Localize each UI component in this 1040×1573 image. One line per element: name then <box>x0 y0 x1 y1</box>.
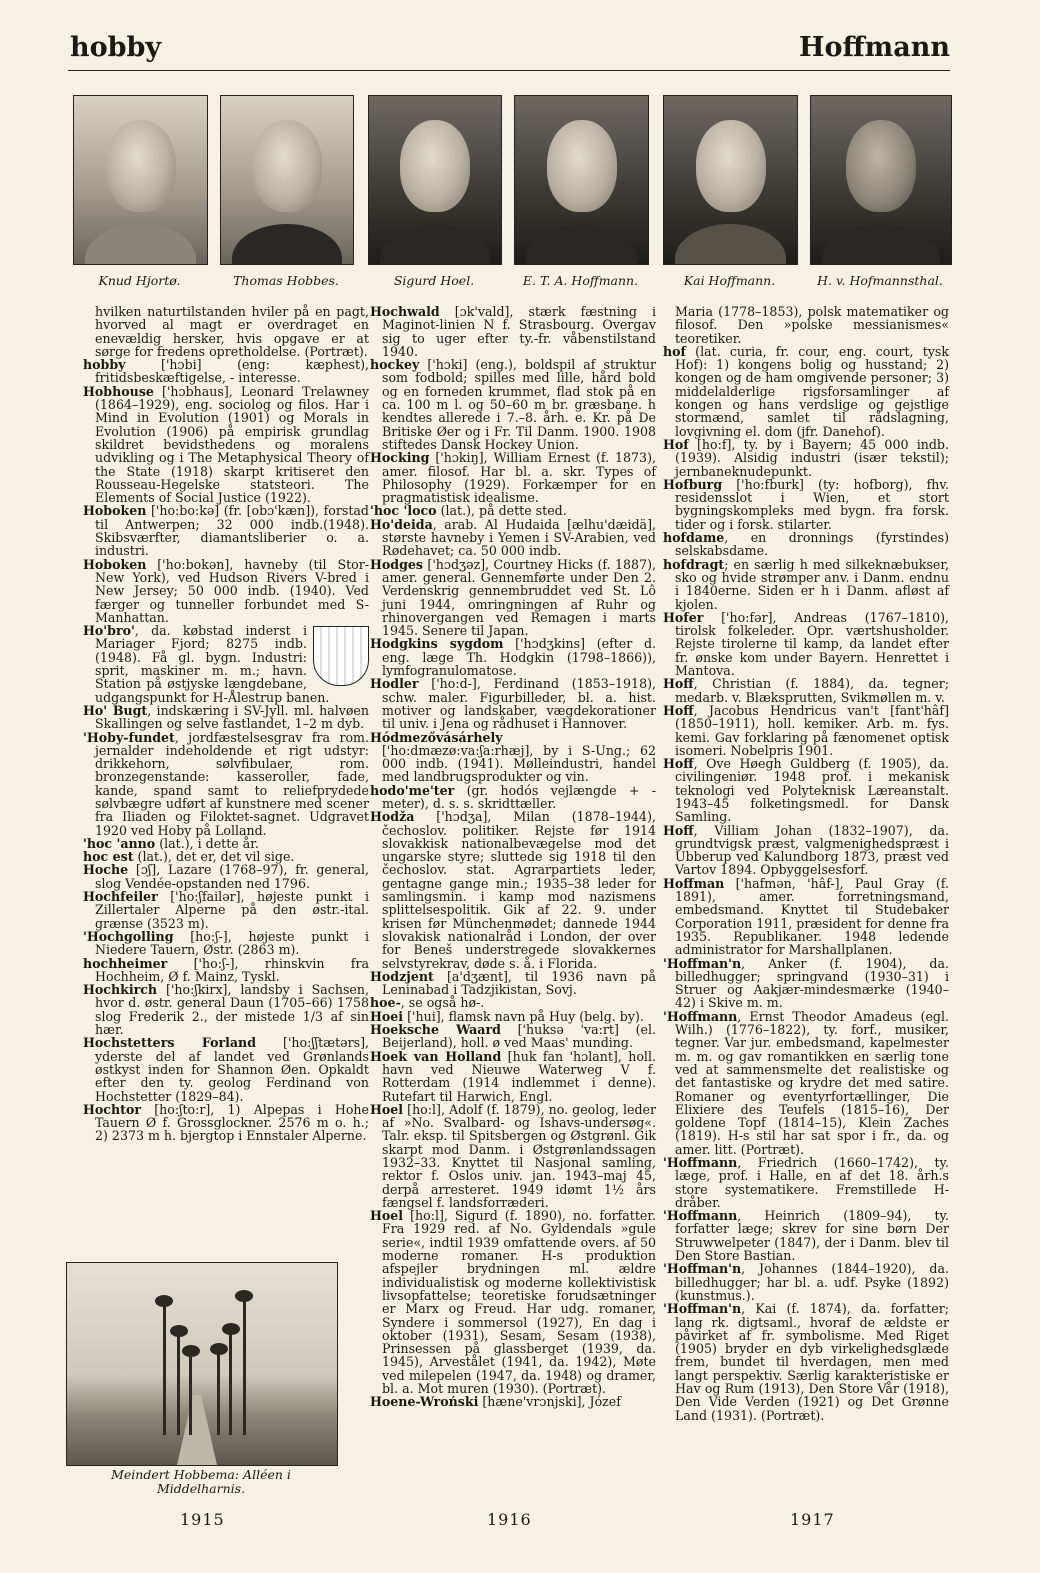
portrait-photo <box>368 95 502 265</box>
entry: hvilken naturtilstanden hviler på en pagt, hvorved al magt er overdraget en enevældig hersker, hvis opgave er at sørge for fredens opretholdelse. (Portræt). <box>95 304 369 359</box>
entry: hofdragt; en særlig h med silkeknæbukser, sko og hvide strømper anv. i Danm. endnu i 1840erne. Siden er h i Danm. afløst af kjolen. <box>663 556 949 612</box>
entry: Ho'deida, arab. Al Hudaida [ælhu'dæidä], største havneby i Yemen i SV-Arabien, ved Rødehavet; ca. 50 000 indb. <box>370 516 656 559</box>
page-number: 1917 <box>790 1510 835 1529</box>
entry: Ho'bro', da. købstad inderst i Mariager Fjord; 8275 indb. (1948). Få gl. bygn. Industri: sprit, maskiner m. m.; havn. Station på østjyske længdebane, udgangspunkt for H-Ålestrup banen. <box>83 624 369 704</box>
portrait-hjorto <box>73 95 206 288</box>
entry: 'Hoffman'n, Kai (f. 1874), da. forfatter; lang rk. digtsaml., hvoraf de ældste er påvirket af fr. symbolisme. Med Riget (1905) bryder en dyb virkelighedsglæde frem, bundet til hverdagen, men med langt perspektiv. Særlig karakteristiske er Hav og Rum (1913), Den Store Vår (1918), Den Vide Verden (1921) og Det Grønne Land (1931). (Portræt). <box>663 1301 949 1423</box>
entry: Hochfeiler ['ho:ʃfailər], højeste punkt i Zillertaler Alperne på den østr.-ital. grænse (3523 m). <box>83 889 369 931</box>
entry: 'Hochgolling [ho:ʃ-], højeste punkt i Niedere Tauern, Østr. (2863 m). <box>83 928 369 958</box>
entry: Hoche [ɔʃ], Lazare (1768–97), fr. general, slog Vendée-opstanden ned 1796. <box>83 862 369 891</box>
entry: Hoffman ['hafmən, 'hâf-], Paul Gray (f. 1891), amer. forretningsmand, embedsmand. Knyttet til Studebaker Corporation 1911, præsident for denne fra 1935. Republikaner. 1948 ledende administrator for Marshallplanen. <box>663 875 950 958</box>
portrait-photo <box>663 95 798 265</box>
portrait-caption: H. v. Hofmannsthal. <box>817 273 943 288</box>
entry: Hoeksche Waard ['huksə 'va:rt] (el. Beijerland), holl. ø ved Maas' munding. <box>370 1022 656 1051</box>
hobbema-painting <box>66 1262 338 1466</box>
entry: Hoff, Ove Høegh Guldberg (f. 1905), da. civilingeniør. 1948 prof. i mekanisk teknologi ved Polyteknisk Læreanstalt. 1943–45 folketingsmedl. for Dansk Samling. <box>663 756 949 825</box>
portrait-caption: Thomas Hobbes. <box>233 273 339 288</box>
entry: Ho' Bugt, indskæring i SV-Jyll. ml. halvøen Skallingen og selve fastlandet, 1–2 m dyb. <box>83 702 369 732</box>
entry: hof (lat. curia, fr. cour, eng. court, tysk Hof): 1) kongens bolig og husstand; 2) kongen og de ham omgivende personer; 3) middelalderlige rigsforsamlinger af kongen og hans verdslige og gejstlige stormænd, samlet til rådslagning, lovgivning el. dom (jfr. Danehof). <box>663 343 949 439</box>
entry: hobby ['hɔbi] (eng: kæphest), fritidsbeskæftigelse, - interesse. <box>83 357 369 386</box>
portrait-strip <box>68 95 950 295</box>
portrait-caption: E. T. A. Hoffmann. <box>522 273 639 288</box>
entry: Hoboken ['ho:bo:kə] (fr. [obɔ'kæn]), forstad til Antwerpen; 32 000 indb.(1948). Skibsværfter, diamantsliberier o. a. industri. <box>83 503 369 559</box>
column-2 <box>370 305 656 1409</box>
entry: Hoei ['hui], flamsk navn på Huy (belg. by). <box>370 1008 644 1024</box>
portrait-photo <box>73 95 208 265</box>
page-number: 1916 <box>487 1510 532 1529</box>
entry: hoe-, se også hø-. <box>370 995 485 1011</box>
entry: hofdame, en dronnings (fyrstindes) selskabsdame. <box>663 530 949 559</box>
hobro-coat-of-arms-icon <box>313 626 369 686</box>
entry: Hódmezővásárhely ['ho:dmæzø:va:ʃa:rhæj], by i S-Ung.; 62 000 indb. (1941). Mølleindustri, handel med landbrugsprodukter og vin. <box>370 729 656 785</box>
entry: Hodzjent [a'dʒænt], til 1936 navn på Leninabad i Tadzjikistan, Sovj. <box>370 968 656 998</box>
portrait-photo <box>514 95 649 265</box>
entry: Hochstetters Forland ['ho:ʃʃtætərs], yderste del af landet ved Grønlands østkyst inden for Shannon Øen. Opkaldt efter den ty. geolog Ferdinand von Hochstetter (1829–84). <box>83 1035 369 1104</box>
entry: 'Hoffmann, Heinrich (1809–94), ty. forfatter læge; skrev for sine børn Der Struwwelpeter (1847), der i Danm. blev til Den Store Bastian. <box>663 1208 949 1264</box>
entry: hockey ['hɔki] (eng.), boldspil af struktur som fodbold; spilles med lille, hård bold og en forneden krummet, flad stok på en ca. 100 m l. og 50–60 m br. græsbane. h kendtes allerede i 7.–8. årh. e. Kr. på De Britiske Øer og i Fr. Til Danm. 1900. 1908 stiftedes Dansk Hockey Union. <box>370 357 656 452</box>
portrait-hobbes <box>220 95 352 288</box>
entry: 'Hoffman'n, Johannes (1844–1920), da. billedhugger; har bl. a. udf. Psyke (1892) (kunstmus.). <box>663 1261 949 1303</box>
painting-caption: Meindert Hobbema: Alléen i Middelharnis. <box>111 1467 291 1496</box>
entry: Hoboken ['ho:bokən], havneby (til Stor-New York), ved Hudson Rivers V-bred i New Jersey; 50 000 indb. (1940). Ved færger og tunneller forbundet med S-Manhattan. <box>83 556 369 625</box>
entry: Hof [ho:f], ty. by i Bayern; 45 000 indb. (1939). Alsidig industri (især tekstil); jernbaneknudepunkt. <box>663 436 949 479</box>
entry: Hofer ['ho:fər], Andreas (1767–1810), tirolsk folkeleder. Opr. værtshusholder. Rejste tirolerne til kamp, da landet efter fr. ønske kom under Bayern. Henrettet i Mantova. <box>663 609 949 679</box>
entry: Hoel [ho:l], Adolf (f. 1879), no. geolog, leder af »No. Svalbard- og Ishavs-undersøg«. Talr. eksp. til Spitsbergen og Østgrønl. Gik skarpt mod Danm. i Østgrønlandssagen 1932–33. Knyttet til Nasjonal samling, rektor f. Oslos univ. jan. 1943–maj 45, derpå arresteret. 1949 idømt 1½ års fængsel f. landsforræderi. <box>370 1101 656 1210</box>
entry: hochheimer ['ho:ʃ-], rhinskvin fra Hochheim, Ø f. Mainz, Tyskl. <box>83 955 369 984</box>
portrait-hofmannsthal <box>810 95 950 288</box>
portrait-hoel <box>368 95 500 288</box>
page-number: 1915 <box>180 1510 225 1529</box>
entry: 'Hoby-fundet, jordfæstelsesgrav fra rom. jernalder indeholdende et rigt udstyr: drikkehorn, sølvfibulaer, rom. bronzegenstande: kasseroller, fade, kande, spand samt to reliefprydede sølvbægre udført af kunstnere med scener fra Iliaden og Filoktet-sagnet. Udgravet 1920 ved Hoby på Lolland. <box>83 729 369 838</box>
entry: Hochkirch ['ho:ʃkirx], landsby i Sachsen, hvor d. østr. general Daun (1705–66) 1758 slog Frederik 2., der mistede 1/3 af sin hær. <box>83 982 369 1038</box>
entry: Hoene-Wroński [hæne'vrɔnjski], Józef <box>370 1394 621 1410</box>
entry: Hoff, Christian (f. 1884), da. tegner; medarb. v. Blæksprutten, Svikmøllen m. v. <box>663 676 949 705</box>
entry: Hoel [ho:l], Sigurd (f. 1890), no. forfatter. Fra 1929 red. af No. Gyldendals »gule serie«, indtil 1939 omfattende overs. af 50 moderne romaner. H-s produktion afspejler brydningen ml. ældre individualistisk og moderne kollektivistisk livsopfattelse; teoretiske forudsætninger er Marx og Freud. Har udg. romaner, Syndere i sommersol (1927), En dag i oktober (1931), Sesam, Sesam (1938), Prinsessen på glassberget (1939, da. 1945), Arvestålet (1941, da. 1942), Møte ved milepelen (1947, da. 1948) og dramer, bl. a. Mot muren (1930). (Portræt). <box>370 1208 656 1397</box>
column-3 <box>663 305 949 1422</box>
entry: 'Hoffmann, Friedrich (1660–1742), ty. læge, prof. i Halle, en af det 18. årh.s store systematikere. Fremstillede H-dråber. <box>663 1155 949 1210</box>
entry: Hodža ['hɔdʒa], Milan (1878–1944), čechoslov. politiker. Rejste før 1914 slovakkisk nationalbevægelse mod det ungarske styre; sluttede sig 1918 til den čechoslov. stat. Agrarpartiets leder, gentagne gange min.; 1935–38 leder for samlingsmin. i kamp mod nazismens splittelsespolitik. Gik af 22. 9. under krisen før Münchenmødet; dannede 1944 slovakisk nationalråd i London, der over for Beneš understregede slovakkernes selvstyrekrav, døde s. å. i Florida. <box>370 809 656 971</box>
entry: 'Hoffman'n, Anker (f. 1904), da. billedhugger; springvand (1930–31) i Struer og Aakjær-mindesmærke (1940–42) i Skive m. m. <box>663 955 949 1011</box>
portrait-caption: Knud Hjortø. <box>98 273 181 288</box>
entry: Hobhouse ['hɔbhaus], Leonard Trelawney (1864–1929), eng. sociolog og filos. Har i Mind in Evolution (1901) og Morals in Evolution (1906) på empirisk grundlag skildret bevidsthedens og moralens udvikling og i The Metaphysical Theory of the State (1918) skarpt kritiseret den Rousseau-Hegelske statsteori. The Elements of Social Justice (1922). <box>83 383 369 506</box>
portrait-caption: Sigurd Hoel. <box>393 273 475 288</box>
right-guide-word: Hoffmann <box>798 32 950 63</box>
entry: Hofburg ['ho:fburk] (ty: hofborg), fhv. residensslot i Wien, et stort bygningskompleks med bygn. fra forsk. tider og i forsk. stilarter. <box>663 476 949 532</box>
left-guide-word: hobby <box>70 32 162 63</box>
entry: Hochtor [ho:ʃto:r], 1) Alpepas i Hohe Tauern Ø f. Grossglockner. 2576 m o. h.; 2) 2373 m h. bjergtop i Ennstaler Alperne. <box>83 1101 369 1144</box>
entry: hodo'me'ter (gr. hodós vejlængde + -meter), d. s. s. skridttæller. <box>370 782 656 811</box>
entry: Hoff, Villiam Johan (1832–1907), da. grundtvigsk præst, valgmenighedspræst i Ubberup ved Kalundborg 1873, præst ved Vartov 1894. Opbyggelsesforf. <box>663 822 949 878</box>
entry: Maria (1778–1853), polsk matematiker og filosof. Den »polske messianismes« teoretiker. <box>675 304 949 346</box>
portrait-photo <box>810 95 952 265</box>
entry: 'Hoffmann, Ernst Theodor Amadeus (egl. Wilh.) (1776–1822), ty. forf., musiker, tegner. Var jur. embedsmand, kapelmester m. m. og gav romantikken en særlig tone ved at sammensmelte det realistiske og det fantastiske og krydre det med satire. Romaner og eventyrfortællinger, Die Elixiere des Teufels (1815–16), Der goldene Topf (1814–15), Klein Zaches (1819). H-s stil har sat spor i fr., da. og amer. litt. (Portræt). <box>663 1008 949 1157</box>
entry: Hocking ['hɔkiŋ], William Ernest (f. 1873), amer. filosof. Har bl. a. skr. Types of Philosophy (1929). Forkæmper for en pragmatistisk idealisme. <box>370 450 656 506</box>
portrait-caption: Kai Hoffmann. <box>683 273 776 288</box>
entry: Hodler ['ho:d-], Ferdinand (1853–1918), schw. maler. Figurbilleder, bl. a. hist. motiver og landskaber, vægdekorationer til univ. i Jena og rådhuset i Hannover. <box>370 676 656 732</box>
entry: Hoek van Holland [huk fan 'hɔlant], holl. havn ved Nieuwe Waterweg V f. Rotterdam (1914 indlemmet i denne). Rutefart til Harwich, Engl. <box>370 1048 656 1104</box>
portrait-kai-hoffmann <box>663 95 796 288</box>
entry: Hoff, Jacobus Hendricus van't [fant'hâf] (1850–1911), holl. kemiker. Arb. m. fys. kemi. Gav forklaring på fænomenet optisk isomeri. Nobelpris 1901. <box>663 702 949 758</box>
page-header <box>68 30 950 71</box>
entry: 'hoc 'loco (lat.), på dette sted. <box>370 503 567 519</box>
entry: 'hoc 'anno (lat.), i dette år. <box>83 835 259 851</box>
portrait-eta-hoffmann <box>514 95 647 288</box>
entry: Hodges ['hɔdʒəz], Courtney Hicks (f. 1887), amer. general. Gennemførte under Den 2. Verdenskrig gennembruddet ved St. Lô juni 1944, omringningen af Ruhr og rhinovergangen ved Remagen i marts 1945. Senere til Japan. <box>370 556 656 639</box>
entry: hoc est (lat.), det er, det vil sige. <box>83 849 295 865</box>
column-1 <box>83 305 369 1143</box>
entry: Hodgkins sygdom ['hɔdʒkins] (efter d. eng. læge Th. Hodgkin (1798–1866)), lymfogranulomatose. <box>370 636 657 679</box>
portrait-photo <box>220 95 354 265</box>
entry: Hochwald [ɔk'vald], stærk fæstning i Maginot-linien N f. Strasbourg. Overgav sig to uger efter ty.-fr. våbenstilstand 1940. <box>370 304 656 359</box>
